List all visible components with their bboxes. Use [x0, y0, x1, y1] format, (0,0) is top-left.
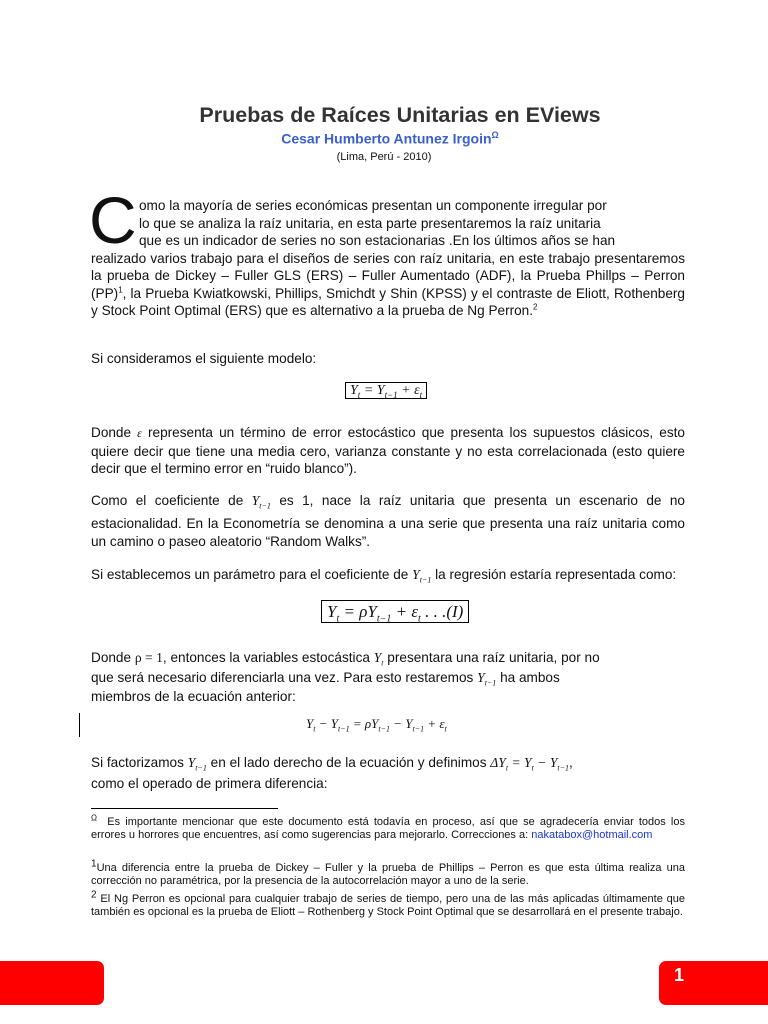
paragraph-rho-line-3: miembros de la ecuación anterior: — [91, 689, 296, 704]
footnote-omega: $^\Omega$ Es importante mencionar que este documento está todavía en proceso, así que se agradecería enviar todos los errores u horrores que encuentres, así como sugerencias para mejorarlo. Correcciones a: nakatabox@hotmail.com — [91, 813, 685, 841]
place-date: (Lima, Perú - 2010) — [336, 151, 432, 163]
equation-random-walk — [345, 381, 427, 400]
footnote-2: $^2$ El Ng Perron es opcional para cualquier trabajo de series de tiempo, pero una de las más aplicadas últimamente que también es opcional es la prueba de Eliott – Rothenberg y Stock Point Optimal que se desarrollará en el presente trabajo. — [91, 889, 686, 918]
paragraph-factor: Si factorizamos $Y_{t-1}$ en el lado derecho de la ecuación y definimos $\Delta Y_t = Y_t - Y_{t-1}$, — [91, 755, 573, 773]
intro-paragraph-rest — [91, 250, 685, 320]
footnote-ref-2: 2 — [533, 302, 538, 312]
paragraph-rho: Donde ρ = 1, entonces la variables estocástica $Y_t$ presentara una raíz unitaria, por no — [91, 650, 600, 668]
paragraph-error-term: Donde ε representa un término de error estocástico que presenta los supuestos clásicos, esto quiere decir que tiene una media cero, varianza constante y no esta correlacionada (esto quiere decir que el termino error en “ruido blanco”). — [91, 425, 685, 476]
page-number: 1 — [673, 965, 684, 985]
equation-box-2: $Y_t = \rho Y_{t-1} + \varepsilon_t$ . . .(I) — [321, 600, 469, 623]
footnote-separator — [91, 808, 278, 809]
author-name — [0, 130, 768, 147]
paragraph-coefficient: Como el coeficiente de $Y_{t-1}$ es 1, nace la raíz unitaria que presenta un escenario de no estacionalidad. En la Econometría se denomina a una serie que presenta una raíz unitaria como un camino o paseo aleatorio “Random Walks”. — [91, 493, 685, 549]
epsilon-symbol: ε — [137, 426, 142, 440]
intro-line-1: omo la mayoría de series económicas presentan un componente irregular por — [139, 198, 607, 213]
drop-cap: C — [89, 183, 137, 257]
email-link[interactable]: nakatabox@hotmail.com — [531, 828, 653, 841]
model-intro: Si consideramos el siguiente modelo: — [91, 351, 317, 366]
author-footnote-mark: Ω — [491, 130, 499, 140]
equation-regression — [321, 602, 469, 624]
footnote-1: $^1$Una diferencia entre la prueba de Dickey – Fuller y la prueba de Phillips – Perron es que esta última realiza una corrección no paramétrica, por la presencia de la autocorrelación mayor a uno de la serie. — [91, 858, 685, 887]
footer-bar-left — [0, 961, 104, 1005]
intro-line-3: que es un indicador de series no son estacionarias .En los últimos años se han — [139, 233, 616, 248]
author-text: Cesar Humberto Antunez Irgoin — [281, 130, 492, 147]
text-cursor — [79, 713, 80, 737]
footnote-ref-1: 1 — [118, 284, 123, 294]
intro-line-2: lo que se analiza la raíz unitaria, en esta parte presentaremos la raíz unitaria — [139, 215, 601, 231]
intro-rest-a: realizado varios trabajo para el diseños de series con raíz unitaria, en este trabajo presentaremos la prueba de Dickey – Fuller GLS (ERS) – Fuller Aumentado (ADF), la Prueba Phillps – Perron (PP) — [91, 250, 685, 301]
intro-rest-b: , la Prueba Kwiatkowski, Phillips, Smichdt y Shin (KPSS) y el contraste de Eliott, Rothenberg y Stock Point Optimal (ERS) que es alternativo a la prueba de Ng Perron. — [91, 285, 685, 318]
paragraph-rho-line-2: que será necesario diferenciarla una vez. Para esto restaremos $Y_{t-1}$ ha ambos — [91, 670, 560, 688]
paragraph-parameter: Si establecemos un parámetro para el coeficiente de $Y_{t-1}$ la regresión estaría representada como: — [91, 567, 677, 585]
equation-difference: $Y_t - Y_{t-1} = \rho Y_{t-1} - Y_{t-1} + \varepsilon_t$ — [306, 716, 447, 734]
paragraph-factor-line-2: como el operado de primera diferencia: — [91, 776, 328, 791]
document-title: Pruebas de Raíces Unitarias en EViews — [199, 103, 601, 127]
equation-box-1: $Y_t = Y_{t-1} + \varepsilon_t$ — [345, 382, 427, 399]
